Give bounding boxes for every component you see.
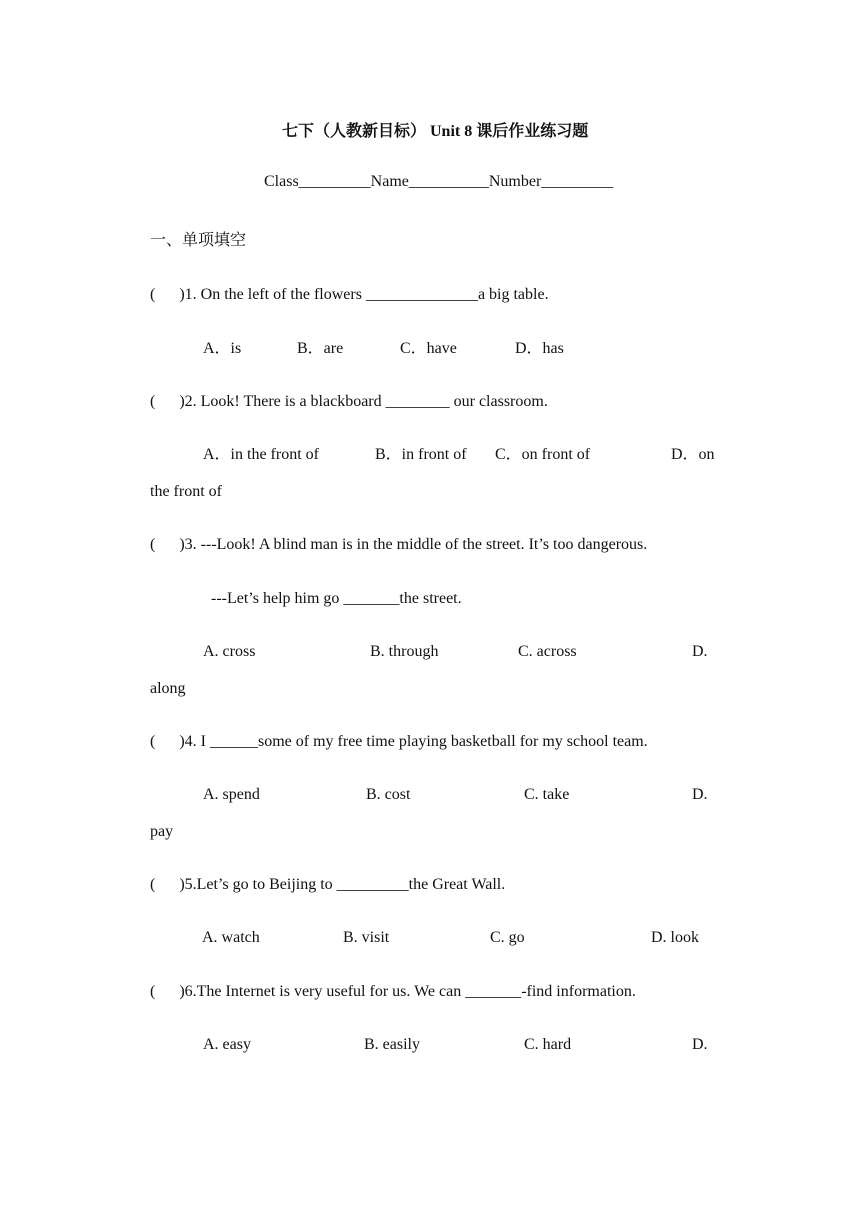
class-name-number-line: Class_________Name__________Number_________ xyxy=(264,173,614,190)
question-5-option-a: A. watch xyxy=(202,929,260,946)
question-6-option-d: D. xyxy=(692,1036,708,1053)
question-1-option-a: A．is xyxy=(203,340,242,357)
question-2-option-d: D．on xyxy=(671,446,715,463)
question-3-stem: ( )3. ---Look! A blind man is in the middle of the street. It’s too dangerous. xyxy=(150,536,648,553)
question-4-stem: ( )4. I ______some of my free time playing basketball for my school team. xyxy=(150,733,648,750)
question-1-option-d: D．has xyxy=(515,340,564,357)
question-6-option-a: A. easy xyxy=(203,1036,251,1053)
question-3-option-d-wrap: along xyxy=(150,680,186,697)
question-1-option-b: B．are xyxy=(297,340,344,357)
question-3-stem-reply: ---Let’s help him go _______the street. xyxy=(211,590,462,607)
question-2-option-c: C．on front of xyxy=(495,446,591,463)
question-3-option-a: A. cross xyxy=(203,643,256,660)
question-4-option-c: C. take xyxy=(524,786,570,803)
question-5-option-c: C. go xyxy=(490,929,525,946)
question-2-option-a: A．in the front of xyxy=(203,446,319,463)
question-4-option-a: A. spend xyxy=(203,786,260,803)
question-5-option-b: B. visit xyxy=(343,929,390,946)
question-2-option-d-wrap: the front of xyxy=(150,483,222,500)
question-3-option-b: B. through xyxy=(370,643,439,660)
question-1-option-c: C．have xyxy=(400,340,457,357)
question-1-stem: ( )1. On the left of the flowers ______________a big table. xyxy=(150,286,549,303)
question-5-option-d: D. look xyxy=(651,929,699,946)
question-6-stem: ( )6.The Internet is very useful for us. We can _______-find information. xyxy=(150,983,636,1000)
question-6-option-b: B. easily xyxy=(364,1036,420,1053)
question-4-option-d-wrap: pay xyxy=(150,823,174,840)
page-title: 七下（人教新目标） Unit 8 课后作业练习题 xyxy=(282,123,589,140)
question-5-stem: ( )5.Let’s go to Beijing to _________the Great Wall. xyxy=(150,876,506,893)
question-6-option-c: C. hard xyxy=(524,1036,572,1053)
question-4-option-b: B. cost xyxy=(366,786,411,803)
question-2-stem: ( )2. Look! There is a blackboard ________ our classroom. xyxy=(150,393,548,410)
question-4-option-d: D. xyxy=(692,786,708,803)
question-3-option-d: D. xyxy=(692,643,708,660)
question-3-option-c: C. across xyxy=(518,643,577,660)
question-2-option-b: B．in front of xyxy=(375,446,467,463)
section-heading: 一、单项填空 xyxy=(150,232,247,249)
